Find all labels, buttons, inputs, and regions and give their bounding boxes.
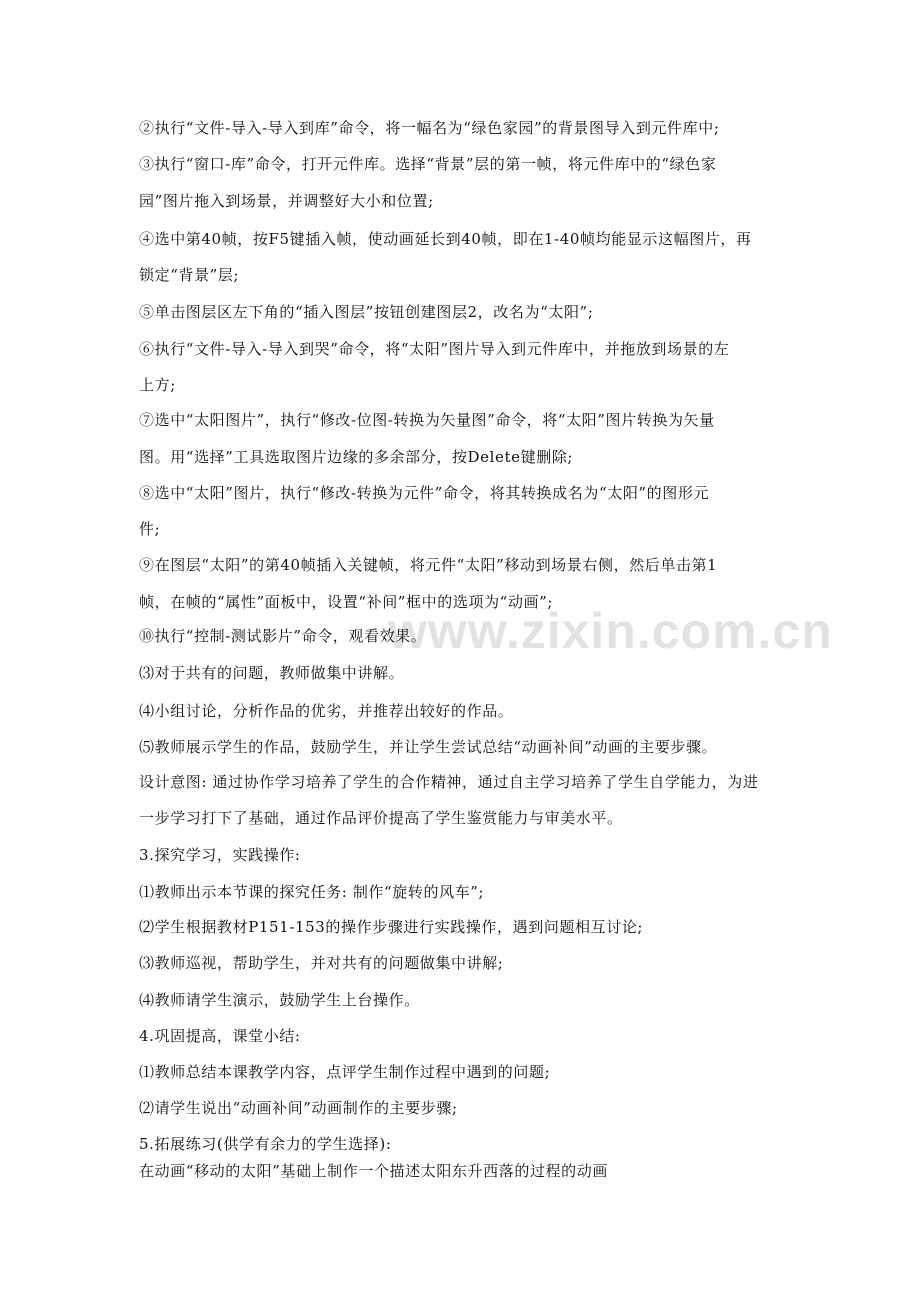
paragraph-line: ④选中第40帧，按F5键插入帧，使动画延长到40帧，即在1-40帧均能显示这幅图片，再: [139, 230, 752, 248]
paragraph-line: 园”图片拖入到场景，并调整好大小和位置;: [139, 192, 434, 210]
paragraph-line: ⑤单击图层区左下角的“插入图层”按钮创建图层2，改名为“太阳”;: [139, 303, 594, 321]
paragraph-line: ⑸教师展示学生的作品，鼓励学生，并让学生尝试总结“动画补间”动画的主要步骤。: [139, 738, 718, 756]
paragraph-line: ⑴教师出示本节课的探究任务: 制作“旋转的风车”;: [139, 883, 485, 901]
paragraph-line: ⑷教师请学生演示，鼓励学生上台操作。: [139, 991, 420, 1009]
paragraph-line: 一步学习打下了基础，通过作品评价提高了学生鉴赏能力与审美水平。: [139, 809, 623, 827]
watermark: www.zixin.com.cn: [388, 603, 833, 659]
paragraph-line: ⑶对于共有的问题，教师做集中讲解。: [139, 664, 405, 682]
section-heading: 3.探究学习，实践操作:: [139, 846, 301, 864]
section-heading: 5.拓展练习(供学有余力的学生选择):: [139, 1135, 392, 1153]
paragraph-line: ⑦选中“太阳图片”，执行“修改-位图-转换为矢量图”命令，将“太阳”图片转换为矢量: [139, 411, 715, 429]
paragraph-line: ⑥执行“文件-导入-导入到哭”命令，将“太阳”图片导入到元件库中，并拖放到场景的左: [139, 340, 730, 358]
paragraph-line: 帧，在帧的“属性”面板中，设置“补间”框中的选项为“动画”;: [139, 593, 554, 611]
paragraph-line: ⑩执行“控制-测试影片”命令，观看效果。: [139, 627, 427, 645]
paragraph-line: ⑵学生根据教材P151-153的操作步骤进行实践操作，遇到问题相互讨论;: [139, 918, 644, 936]
paragraph-line: ⑧选中“太阳”图片，执行“修改-转换为元件”命令，将其转换成名为“太阳”的图形元: [139, 484, 710, 502]
paragraph-line: 锁定“背景”层;: [139, 266, 240, 284]
section-heading: 4.巩固提高，课堂小结:: [139, 1027, 301, 1045]
paragraph-line: 件;: [139, 520, 161, 538]
paragraph-line: ②执行“文件-导入-导入到库”命令，将一幅名为“绿色家园”的背景图导入到元件库中;: [139, 119, 720, 137]
paragraph-line: ③执行“窗口-库”命令，打开元件库。选择“背景”层的第一帧，将元件库中的“绿色家: [139, 155, 717, 173]
paragraph-line: ⑷小组讨论，分析作品的优劣，并推荐出较好的作品。: [139, 702, 514, 720]
paragraph-line: 在动画“移动的太阳”基础上制作一个描述太阳东升西落的过程的动画: [139, 1162, 608, 1180]
paragraph-line: 上方;: [139, 376, 176, 394]
paragraph-line: 设计意图: 通过协作学习培养了学生的合作精神，通过自主学习培养了学生自学能力，为进: [139, 773, 759, 791]
paragraph-line: ⑨在图层“太阳”的第40帧插入关键帧，将元件“太阳”移动到场景右侧，然后单击第1: [139, 556, 718, 574]
paragraph-line: ⑴教师总结本课教学内容，点评学生制作过程中遇到的问题;: [139, 1063, 551, 1081]
paragraph-line: ⑵请学生说出“动画补间”动画制作的主要步骤;: [139, 1099, 458, 1117]
paragraph-line: ⑶教师巡视，帮助学生，并对共有的问题做集中讲解;: [139, 954, 504, 972]
paragraph-line: 图。用“选择”工具选取图片边缘的多余部分，按Delete键删除;: [139, 448, 574, 466]
